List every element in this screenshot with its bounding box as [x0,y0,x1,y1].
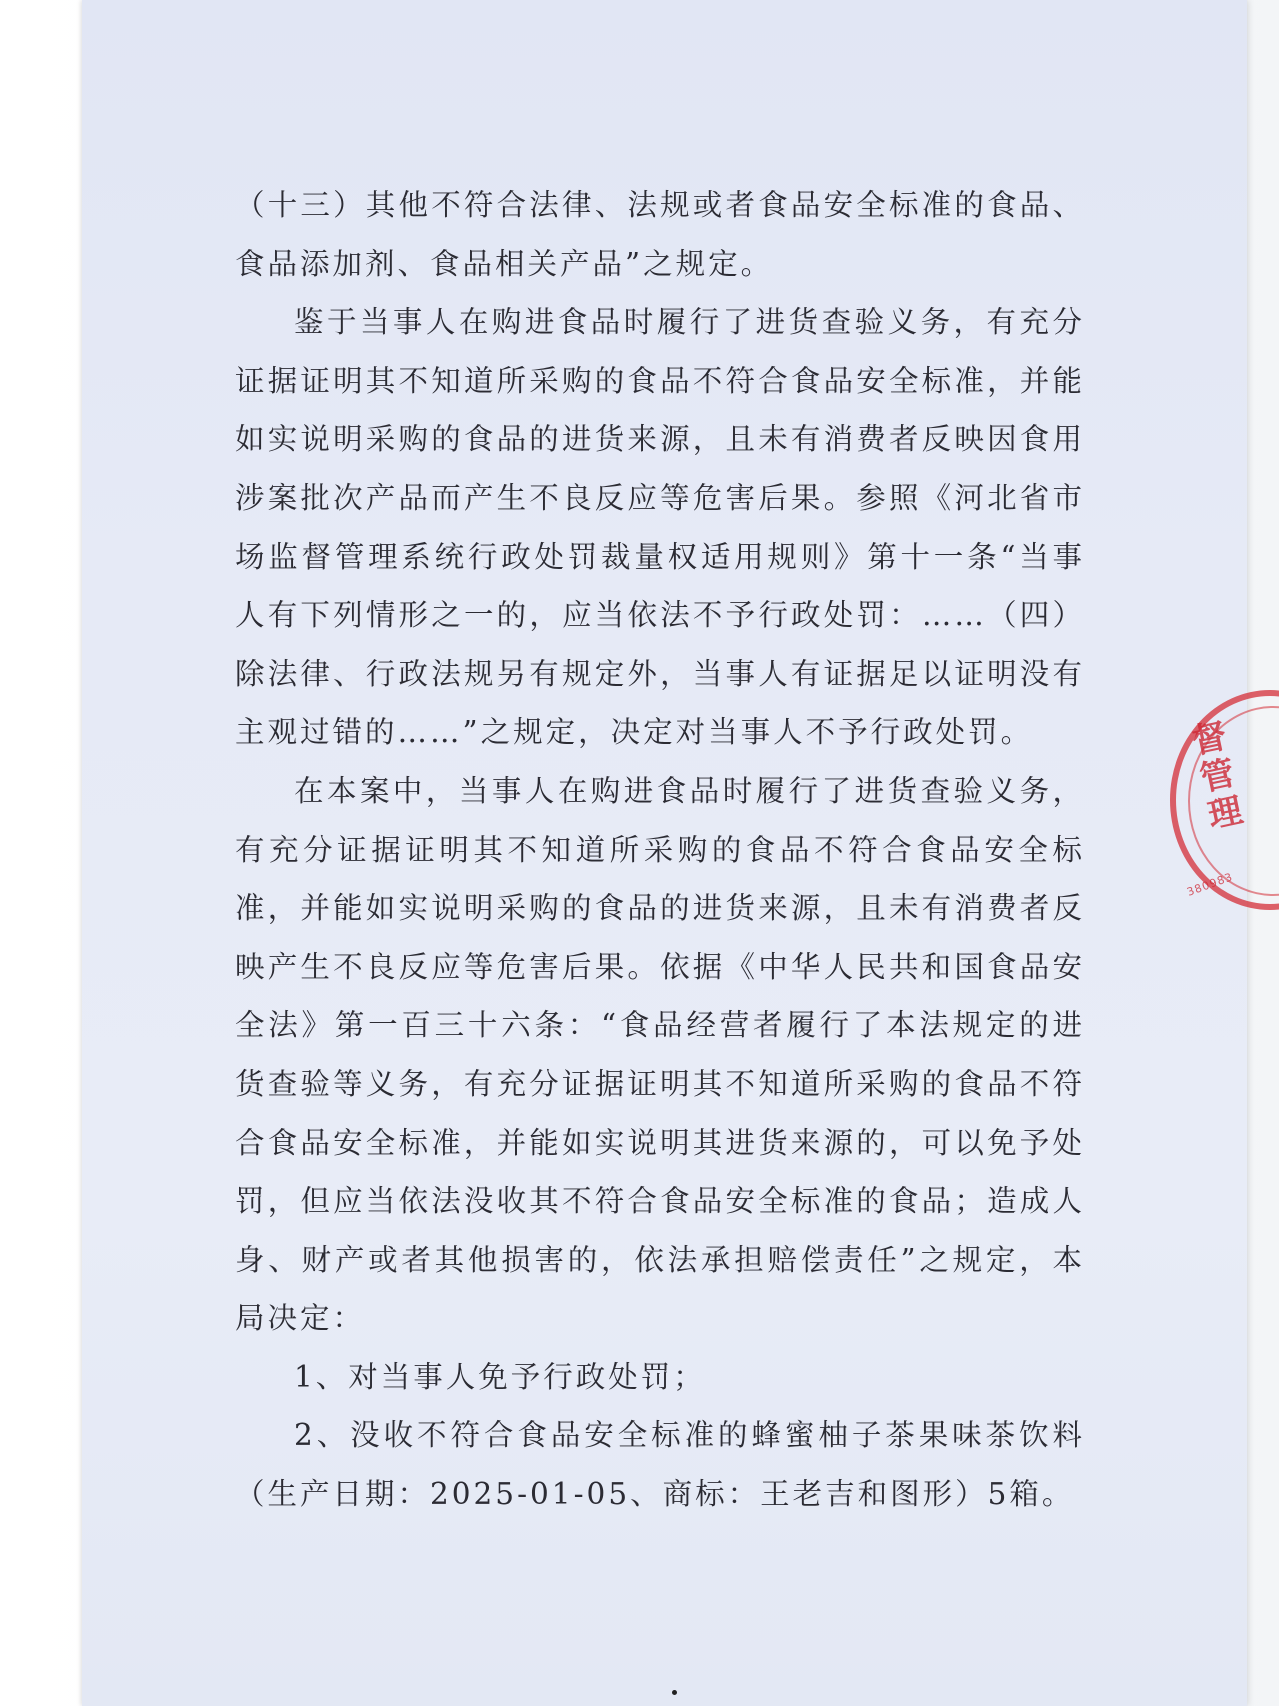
paper-speck [672,1690,677,1695]
official-seal-text: 督管理 [1182,717,1246,838]
decision-item-1: 1、对当事人免予行政处罚； [294,1359,706,1394]
decision-item-2: 2、没收不符合食品安全标准的蜂蜜柚子茶果味茶饮料（生产日期：2025-01-05、商标：王老吉和图形）5箱。 [235,1418,1085,1512]
paragraph-clause-13: （十三）其他不符合法律、法规或者食品安全标准的食品、食品添加剂、食品相关产品”之规定。 [235,188,1085,281]
official-seal-number: 380983 [1185,870,1235,899]
document-body [235,176,1085,1524]
paragraph-hebei-rules: 鉴于当事人在购进食品时履行了进货查验义务，有充分证据证明其不知道所采购的食品不符合食品安全标准，并能如实说明采购的食品的进货来源，且未有消费者反映因食用涉案批次产品而产生不良反应等危害后果。参照《河北省市场监督管理系统行政处罚裁量权适用规则》第十一条“当事人有下列情形之一的，应当依法不予行政处罚：……（四）除法律、行政法规另有规定外，当事人有证据足以证明没有主观过错的……”之规定，决定对当事人不予行政处罚。 [235,305,1085,750]
paragraph-food-safety-law: 在本案中，当事人在购进食品时履行了进货查验义务，有充分证据证明其不知道所采购的食品不符合食品安全标准，并能如实说明采购的食品的进货来源，且未有消费者反映产生不良反应等危害后果。依据《中华人民共和国食品安全法》第一百三十六条：“食品经营者履行了本法规定的进货查验等义务，有充分证据证明其不知道所采购的食品不符合食品安全标准，并能如实说明其进货来源的，可以免予处罚，但应当依法没收其不符合食品安全标准的食品；造成人身、财产或者其他损害的，依法承担赔偿责任”之规定，本局决定： [235,773,1085,1336]
